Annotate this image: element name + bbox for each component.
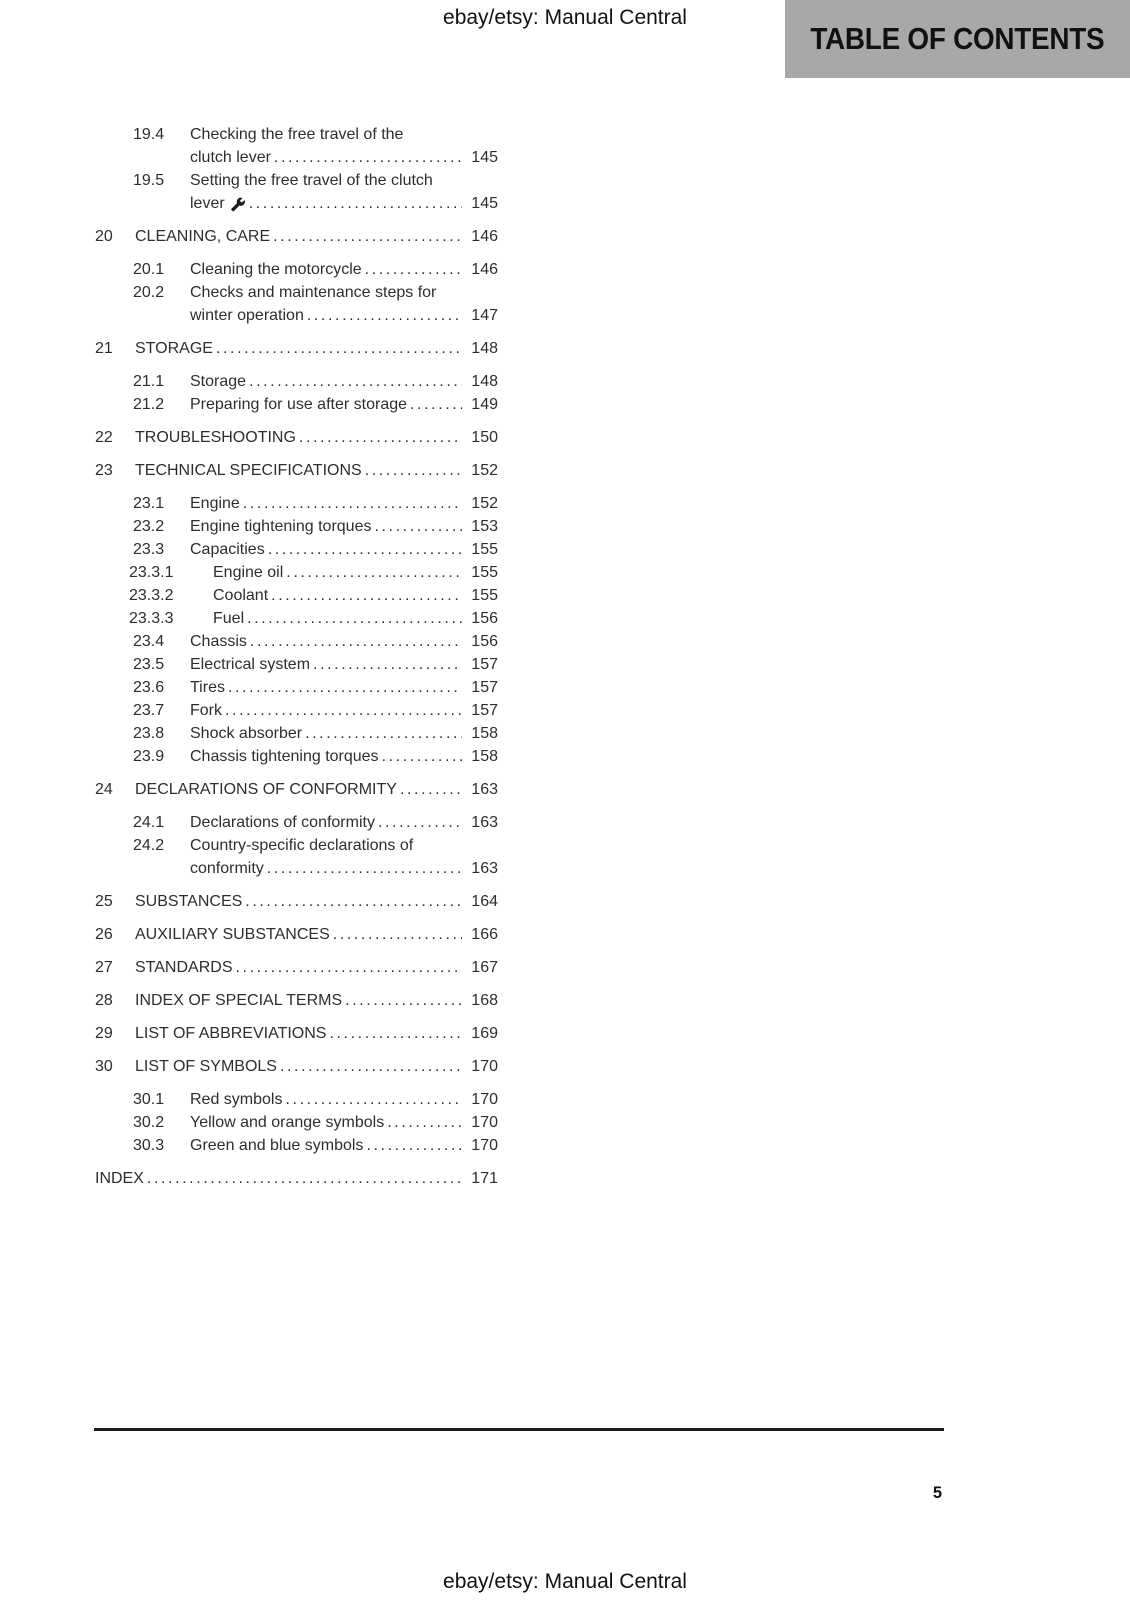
toc-entry-page: 157 <box>471 679 498 696</box>
toc-entry-page: 155 <box>471 541 498 558</box>
toc-entry-page: 167 <box>471 959 498 976</box>
toc-dotted-leader <box>305 722 462 745</box>
toc-entry-number: 20.2 <box>133 284 165 301</box>
toc-entry-title: clutch lever <box>190 149 271 166</box>
toc-entry-title: STORAGE <box>135 340 213 357</box>
toc-entry-number: 30.1 <box>133 1091 165 1108</box>
toc-entry-number: 30 <box>95 1058 113 1075</box>
toc-entry-title: Checking the free travel of the <box>190 126 404 143</box>
toc-entry-number: 23.5 <box>133 656 165 673</box>
toc-entry-page: 171 <box>471 1170 498 1187</box>
toc-dotted-leader <box>378 811 462 834</box>
toc-entry-number: 22 <box>95 429 113 446</box>
toc-dotted-leader <box>410 393 462 416</box>
toc-entry-title: Preparing for use after storage <box>190 396 408 413</box>
toc-entry-number: 24 <box>95 781 113 798</box>
toc-entry-page: 146 <box>471 228 498 245</box>
toc-entry-title: Red symbols <box>190 1091 283 1108</box>
toc-entry-number: 23.9 <box>133 748 165 765</box>
toc-entry-title: Storage <box>190 373 247 390</box>
toc-entry <box>95 538 498 561</box>
toc-dotted-leader <box>268 538 462 561</box>
toc-entry <box>95 653 498 676</box>
toc-entry-title: conformity <box>190 860 264 877</box>
toc-entry <box>95 426 498 449</box>
toc-entry-page: 158 <box>471 748 498 765</box>
toc-entry <box>95 630 498 653</box>
toc-entry-title: Country-specific declarations of <box>190 837 414 854</box>
toc-entry-page: 145 <box>471 149 498 166</box>
toc-entry-page: 170 <box>471 1058 498 1075</box>
toc-entry-number: 26 <box>95 926 113 943</box>
toc-entry-page: 156 <box>471 633 498 650</box>
toc-entry <box>95 492 498 515</box>
toc-entry <box>95 811 498 834</box>
toc-entry <box>95 561 498 584</box>
toc-entry <box>95 956 498 979</box>
toc-entry-number: 28 <box>95 992 113 1009</box>
toc-entry <box>95 778 498 801</box>
toc-entry <box>95 722 498 745</box>
toc-entry <box>95 337 498 360</box>
toc-dotted-leader <box>374 515 462 538</box>
toc-entry-title: Engine <box>190 495 240 512</box>
toc-entry-number: 19.4 <box>133 126 165 143</box>
toc-entry-number: 19.5 <box>133 172 165 189</box>
toc-dotted-leader <box>267 857 462 880</box>
toc-dotted-leader <box>400 778 462 801</box>
toc-dotted-leader <box>307 304 462 327</box>
toc-entry-title: Engine tightening torques <box>190 518 372 535</box>
toc-entry-title: SUBSTANCES <box>135 893 243 910</box>
toc-entry <box>95 515 498 538</box>
toc-entry-title: TECHNICAL SPECIFICATIONS <box>135 462 362 479</box>
toc-entry-page: 155 <box>471 587 498 604</box>
toc-entry-number: 23.3.1 <box>129 564 174 581</box>
toc-dotted-leader <box>216 337 462 360</box>
toc-entry <box>95 393 498 416</box>
toc-entry-title: Fork <box>190 702 222 719</box>
toc-entry-page: 169 <box>471 1025 498 1042</box>
toc-entry-number: 24.1 <box>133 814 165 831</box>
toc-entry-page: 148 <box>471 340 498 357</box>
toc-entry-number: 21.2 <box>133 396 165 413</box>
toc-entry-number: 24.2 <box>133 837 165 854</box>
toc-dotted-leader <box>228 676 462 699</box>
toc-entry-page: 156 <box>471 610 498 627</box>
toc-entry <box>95 1111 498 1134</box>
toc-entry <box>95 258 498 281</box>
toc-entry-title: Electrical system <box>190 656 311 673</box>
toc-dotted-leader <box>247 607 462 630</box>
toc-entry-number: 23.6 <box>133 679 165 696</box>
toc-dotted-leader <box>329 1022 462 1045</box>
toc-entry-page: 157 <box>471 656 498 673</box>
toc-entry-page: 147 <box>471 307 498 324</box>
toc-entry-page: 158 <box>471 725 498 742</box>
wrench-icon <box>230 197 246 212</box>
toc-entry <box>95 607 498 630</box>
toc-entry <box>95 1022 498 1045</box>
toc-entry-number: 30.2 <box>133 1114 165 1131</box>
toc-entry-page: 170 <box>471 1091 498 1108</box>
toc-banner <box>785 0 1130 78</box>
toc-entry-title: Chassis tightening torques <box>190 748 379 765</box>
toc-entry-page: 166 <box>471 926 498 943</box>
toc-entry-title: Cleaning the motorcycle <box>190 261 362 278</box>
toc-entry-title: Declarations of conformity <box>190 814 375 831</box>
toc-entry-number: 23.3.3 <box>129 610 174 627</box>
toc-entry-number: 21 <box>95 340 113 357</box>
toc-dotted-leader <box>243 492 462 515</box>
toc-dotted-leader <box>147 1167 462 1190</box>
toc-entry-title: DECLARATIONS OF CONFORMITY <box>135 781 397 798</box>
toc-entry-page: 163 <box>471 781 498 798</box>
toc-entry-title: Checks and maintenance steps for <box>190 284 437 301</box>
toc-entry-page: 168 <box>471 992 498 1009</box>
toc-entry-number: 27 <box>95 959 113 976</box>
toc-entry-page: 152 <box>471 495 498 512</box>
toc-dotted-leader <box>249 192 462 215</box>
toc-entry-title: lever <box>190 195 225 212</box>
toc-entry <box>95 584 498 607</box>
toc-dotted-leader <box>285 1088 462 1111</box>
toc-entry-number: 23.8 <box>133 725 165 742</box>
toc-entry <box>95 890 498 913</box>
toc-entry-title: Engine oil <box>213 564 284 581</box>
toc-entry <box>95 699 498 722</box>
toc-entry-title: Fuel <box>213 610 245 627</box>
header-site-label: ebay/etsy: Manual Central <box>443 6 687 29</box>
toc-entry-page: 170 <box>471 1137 498 1154</box>
toc-dotted-leader <box>280 1055 462 1078</box>
toc-entry-page: 155 <box>471 564 498 581</box>
toc-entry-title: Coolant <box>213 587 269 604</box>
toc-entry-title: LIST OF SYMBOLS <box>135 1058 277 1075</box>
toc-dotted-leader <box>249 370 462 393</box>
toc-entry <box>95 1167 498 1190</box>
toc-dotted-leader <box>299 426 462 449</box>
toc-entry <box>95 1134 498 1157</box>
toc-dotted-leader <box>225 699 462 722</box>
toc-entry-number: 20.1 <box>133 261 165 278</box>
toc-entry-page: 157 <box>471 702 498 719</box>
toc-entry-title: STANDARDS <box>135 959 233 976</box>
toc-entry-title: Yellow and orange symbols <box>190 1114 385 1131</box>
toc-entry-title: CLEANING, CARE <box>135 228 271 245</box>
toc-entry-page: 153 <box>471 518 498 535</box>
toc-entry-page: 170 <box>471 1114 498 1131</box>
toc-entry-page: 163 <box>471 860 498 877</box>
toc-entry-number: 25 <box>95 893 113 910</box>
toc-entry-title: Chassis <box>190 633 247 650</box>
toc-entry-title: INDEX <box>95 1170 144 1187</box>
toc-entry <box>95 370 498 393</box>
toc-entry <box>95 834 498 880</box>
toc-entry-title: Green and blue symbols <box>190 1137 364 1154</box>
toc-entry-title: TROUBLESHOOTING <box>135 429 296 446</box>
page-number: 5 <box>932 1484 942 1502</box>
toc-dotted-leader <box>333 923 462 946</box>
toc-entry <box>95 281 498 327</box>
toc-entry-number: 29 <box>95 1025 113 1042</box>
footer-site-label: ebay/etsy: Manual Central <box>443 1570 687 1593</box>
footer-rule <box>94 1428 944 1431</box>
toc-dotted-leader <box>365 258 462 281</box>
toc-entry <box>95 459 498 482</box>
toc-entry <box>95 1055 498 1078</box>
toc-list <box>95 123 498 1190</box>
toc-entry-title: Capacities <box>190 541 265 558</box>
toc-dotted-leader <box>245 890 462 913</box>
toc-entry-page: 164 <box>471 893 498 910</box>
toc-entry-page: 149 <box>471 396 498 413</box>
toc-entry-title: winter operation <box>190 307 304 324</box>
toc-entry-page: 148 <box>471 373 498 390</box>
toc-entry-number: 23.2 <box>133 518 165 535</box>
toc-entry <box>95 745 498 768</box>
toc-entry-number: 23.1 <box>133 495 165 512</box>
toc-entry-page: 152 <box>471 462 498 479</box>
toc-dotted-leader <box>273 225 462 248</box>
toc-entry-number: 23.4 <box>133 633 165 650</box>
toc-entry <box>95 923 498 946</box>
toc-entry-page: 150 <box>471 429 498 446</box>
toc-entry-page: 163 <box>471 814 498 831</box>
toc-entry-number: 30.3 <box>133 1137 165 1154</box>
toc-entry-number: 23.7 <box>133 702 165 719</box>
toc-entry <box>95 123 498 169</box>
toc-entry-number: 21.1 <box>133 373 165 390</box>
toc-entry <box>95 225 498 248</box>
toc-entry-title: Tires <box>190 679 225 696</box>
toc-dotted-leader <box>387 1111 462 1134</box>
toc-entry-page: 145 <box>471 195 498 212</box>
toc-entry-title: Shock absorber <box>190 725 303 742</box>
toc-dotted-leader <box>366 1134 462 1157</box>
toc-dotted-leader <box>313 653 462 676</box>
toc-entry-title: AUXILIARY SUBSTANCES <box>135 926 330 943</box>
toc-dotted-leader <box>382 745 462 768</box>
toc-entry <box>95 169 498 215</box>
toc-entry-title: LIST OF ABBREVIATIONS <box>135 1025 327 1042</box>
toc-entry-number: 23 <box>95 462 113 479</box>
toc-entry-title: Setting the free travel of the clutch <box>190 172 433 189</box>
toc-entry-number: 20 <box>95 228 113 245</box>
toc-dotted-leader <box>271 584 462 607</box>
toc-dotted-leader <box>286 561 462 584</box>
toc-banner-title: TABLE OF CONTENTS <box>810 21 1105 56</box>
toc-dotted-leader <box>345 989 462 1012</box>
toc-entry-number: 23.3 <box>133 541 165 558</box>
toc-dotted-leader <box>236 956 463 979</box>
toc-entry <box>95 676 498 699</box>
toc-dotted-leader <box>250 630 462 653</box>
toc-entry <box>95 1088 498 1111</box>
toc-entry-number: 23.3.2 <box>129 587 174 604</box>
toc-entry-title: INDEX OF SPECIAL TERMS <box>135 992 343 1009</box>
toc-entry <box>95 989 498 1012</box>
toc-dotted-leader <box>274 146 462 169</box>
toc-dotted-leader <box>365 459 462 482</box>
toc-entry-page: 146 <box>471 261 498 278</box>
